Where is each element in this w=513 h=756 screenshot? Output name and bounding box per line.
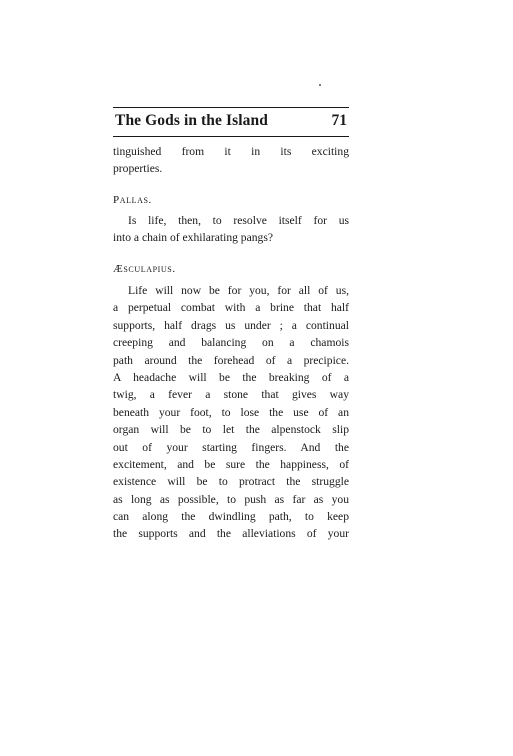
text-line: supports, half drags us under ; a continual: [113, 318, 349, 332]
text-line: a perpetual combat with a brine that half: [113, 301, 349, 315]
continuation-paragraph: [113, 143, 349, 178]
page-number: 71: [331, 112, 347, 129]
text-line: excitement, and be sure the happiness, of: [113, 457, 349, 471]
text-line: organ will be to let the alpenstock slip: [113, 423, 349, 437]
text-line: A headache will be the breaking of a: [113, 370, 349, 384]
text-line: Is life, then, to resolve itself for us: [128, 214, 349, 227]
print-speck: [319, 84, 321, 86]
text-line: the supports and the alleviations of your: [113, 527, 349, 541]
header-top-rule: [113, 107, 349, 108]
text-line: Life will now be for you, for all of us,: [128, 284, 349, 297]
running-title: The Gods in the Island: [115, 112, 268, 129]
speaker-name-aesculapius: Æsculapius.: [113, 263, 176, 275]
running-head: [113, 112, 349, 134]
text-line: out of your starting fingers. And the: [113, 440, 349, 454]
text-line: beneath your foot, to lose the use of an: [113, 405, 349, 419]
text-line: properties.: [113, 162, 163, 176]
text-line: path around the forehead of a precipice.: [113, 353, 349, 367]
aesculapius-speech: [113, 282, 349, 543]
header-bottom-rule: [113, 136, 349, 137]
text-line: into a chain of exhilarating pangs?: [113, 231, 274, 245]
text-line: as long as possible, to push as far as you: [113, 492, 349, 506]
speaker-name-pallas: Pallas.: [113, 194, 152, 206]
text-line: can along the dwindling path, to keep: [113, 510, 349, 524]
text-line: creeping and balancing on a chamois: [113, 336, 349, 350]
pallas-speech: [113, 212, 349, 247]
text-line: tinguished from it in its exciting: [113, 145, 349, 158]
text-line: twig, a fever a stone that gives way: [113, 388, 349, 402]
text-line: existence will be to protract the struggle: [113, 475, 349, 489]
